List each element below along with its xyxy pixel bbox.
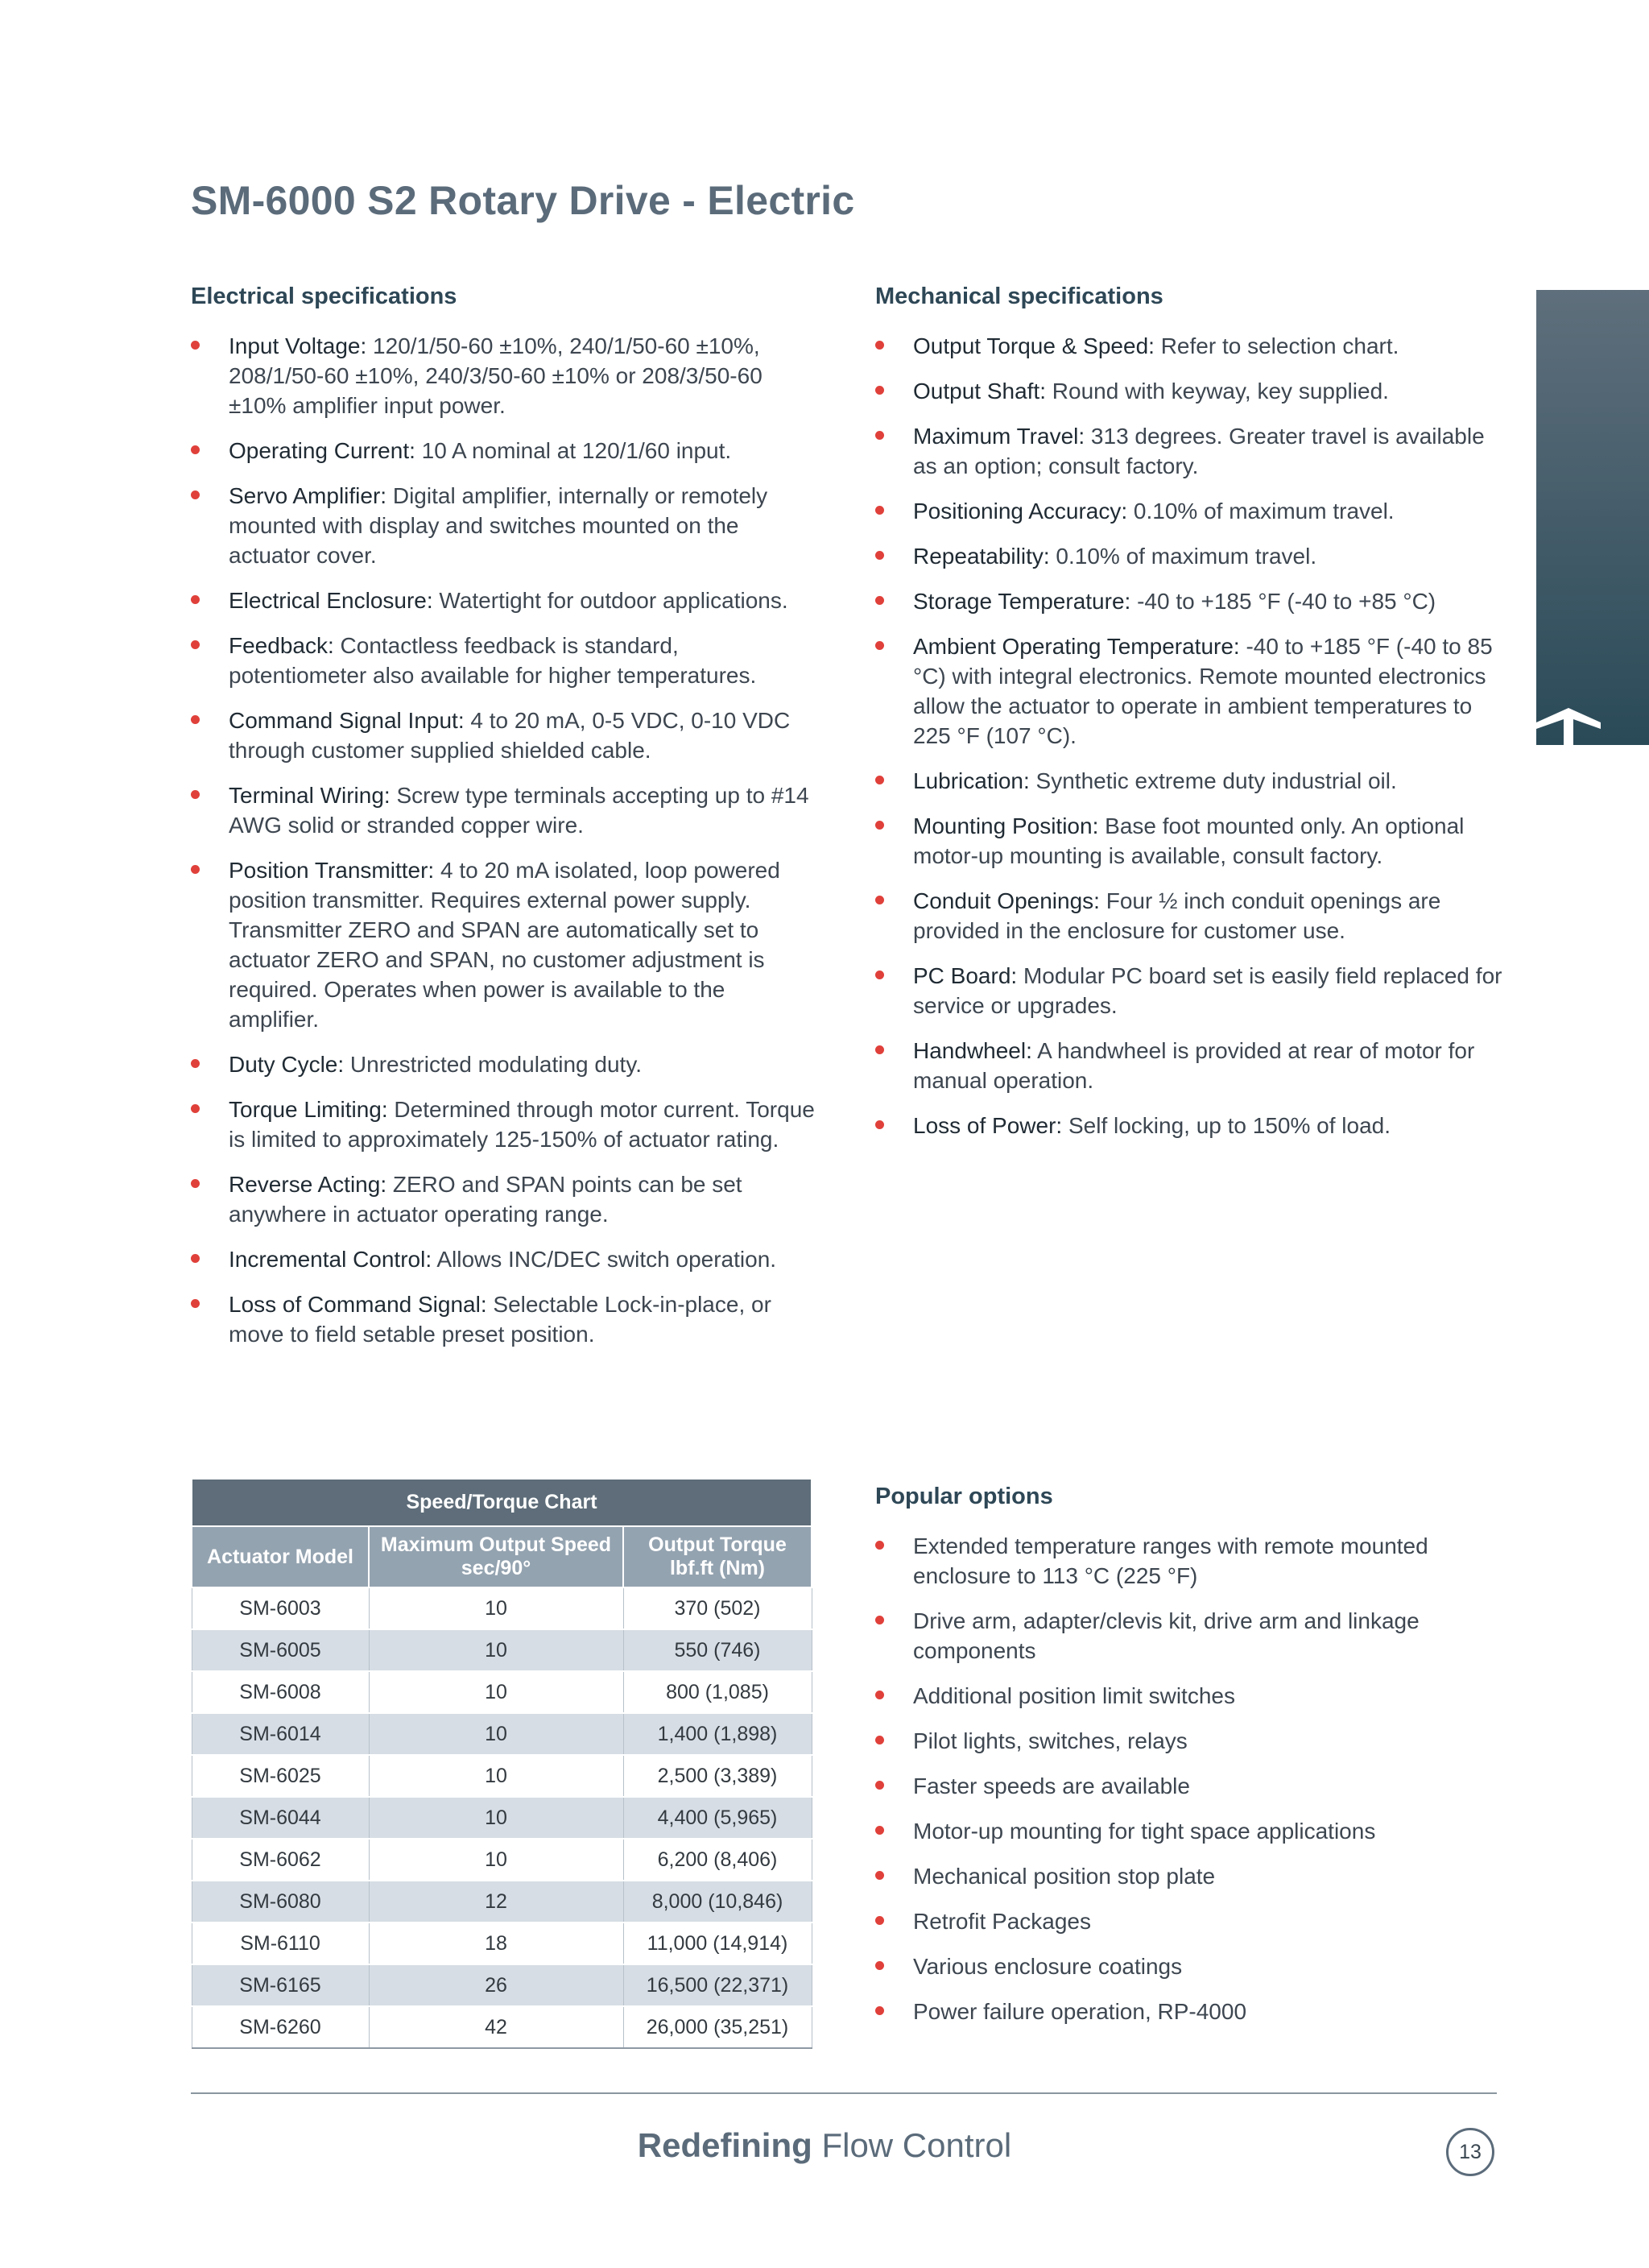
mechanical-spec-text: Round with keyway, key supplied. — [1046, 379, 1389, 404]
mechanical-spec-item — [875, 331, 1511, 361]
cell-model: SM-6025 — [192, 1755, 369, 1797]
electrical-specifications — [191, 284, 819, 1364]
bullet-icon — [875, 641, 884, 650]
bullet-icon — [191, 490, 200, 499]
cell-speed: 10 — [369, 1587, 623, 1629]
bullet-icon — [191, 445, 200, 454]
mechanical-spec-item — [875, 766, 1511, 796]
option-item — [875, 1606, 1511, 1666]
electrical-spec-item — [191, 1169, 819, 1229]
bullet-icon — [875, 506, 884, 515]
cell-model: SM-6080 — [192, 1881, 369, 1922]
page-title: SM-6000 S2 Rotary Drive - Electric — [191, 178, 855, 223]
bullet-icon — [875, 341, 884, 350]
electrical-spec-text: Watertight for outdoor applications. — [432, 588, 788, 613]
bullet-icon — [191, 1179, 200, 1188]
option-item — [875, 1997, 1511, 2026]
electrical-spec-term: Torque Limiting: — [229, 1097, 388, 1122]
electrical-spec-term: Feedback: — [229, 633, 334, 658]
electrical-spec-item — [191, 855, 819, 1034]
bullet-icon — [875, 1961, 884, 1970]
arrow-logo-icon — [1536, 705, 1601, 745]
electrical-spec-term: Servo Amplifier: — [229, 483, 387, 508]
cell-torque: 550 (746) — [623, 1629, 812, 1671]
cell-speed: 42 — [369, 2006, 623, 2048]
mechanical-spec-item — [875, 961, 1511, 1020]
bullet-icon — [875, 596, 884, 605]
bullet-icon — [191, 1254, 200, 1263]
table-row — [192, 1881, 812, 1922]
bullet-icon — [191, 715, 200, 724]
cell-model: SM-6005 — [192, 1629, 369, 1671]
cell-torque: 2,500 (3,389) — [623, 1755, 812, 1797]
electrical-spec-text: ZERO and SPAN points can be set anywhere in actuator operating range. — [229, 1172, 742, 1227]
bullet-icon — [191, 341, 200, 350]
option-text: Faster speeds are available — [913, 1773, 1190, 1798]
bullet-icon — [875, 821, 884, 830]
electrical-spec-term: Operating Current: — [229, 438, 415, 463]
electrical-spec-text: Selectable Lock-in-place, or move to field setable preset position. — [229, 1292, 771, 1347]
section-side-tab — [1536, 290, 1649, 745]
cell-speed: 12 — [369, 1881, 623, 1922]
bullet-icon — [875, 896, 884, 904]
cell-speed: 10 — [369, 1629, 623, 1671]
cell-torque: 1,400 (1,898) — [623, 1713, 812, 1755]
mechanical-spec-term: Positioning Accuracy: — [913, 499, 1128, 524]
cell-model: SM-6165 — [192, 1964, 369, 2006]
cell-speed: 10 — [369, 1713, 623, 1755]
mechanical-spec-term: Output Torque & Speed: — [913, 333, 1155, 358]
electrical-spec-item — [191, 1244, 819, 1274]
cell-speed: 10 — [369, 1671, 623, 1713]
mechanical-spec-text: -40 to +185 °F (-40 to 85 °C) with integral electronics. Remote mounted electronics allow the actuator to operate in ambient temperatures to 225 °F (107 °C). — [913, 634, 1493, 748]
mechanical-spec-term: Storage Temperature: — [913, 589, 1131, 614]
bullet-icon — [875, 386, 884, 395]
mechanical-heading: Mechanical specifications — [875, 284, 1163, 309]
mechanical-spec-text: 0.10% of maximum travel. — [1049, 544, 1317, 569]
option-text: Pilot lights, switches, relays — [913, 1728, 1188, 1753]
electrical-spec-text: 4 to 20 mA, 0-5 VDC, 0-10 VDC through customer supplied shielded cable. — [229, 708, 791, 763]
mechanical-spec-item — [875, 1036, 1511, 1095]
electrical-spec-item — [191, 631, 819, 690]
bullet-icon — [191, 1104, 200, 1113]
bullet-icon — [191, 640, 200, 649]
bullet-icon — [875, 1871, 884, 1880]
mechanical-specifications — [875, 284, 1511, 1156]
table-row — [192, 1964, 812, 2006]
mechanical-spec-term: Lubrication: — [913, 768, 1030, 793]
mechanical-spec-term: Conduit Openings: — [913, 888, 1100, 913]
option-text: Extended temperature ranges with remote mounted enclosure to 113 °C (225 °F) — [913, 1533, 1428, 1588]
cell-speed: 18 — [369, 1922, 623, 1964]
tagline-rest: Flow Control — [812, 2126, 1012, 2164]
electrical-spec-item — [191, 331, 819, 420]
electrical-heading: Electrical specifications — [191, 284, 457, 309]
mechanical-spec-term: Ambient Operating Temperature: — [913, 634, 1240, 659]
tagline-strong: Redefining — [637, 2126, 812, 2164]
table-row — [192, 1755, 812, 1797]
table-caption: Speed/Torque Chart — [192, 1479, 812, 1526]
mechanical-spec-item — [875, 421, 1511, 481]
mechanical-spec-term: Mounting Position: — [913, 813, 1099, 838]
cell-torque: 16,500 (22,371) — [623, 1964, 812, 2006]
electrical-list — [191, 331, 819, 1349]
electrical-spec-item — [191, 586, 819, 615]
cell-torque: 26,000 (35,251) — [623, 2006, 812, 2048]
mechanical-spec-item — [875, 496, 1511, 526]
electrical-spec-term: Electrical Enclosure: — [229, 588, 433, 613]
mechanical-spec-term: Loss of Power: — [913, 1113, 1063, 1138]
mechanical-spec-term: Handwheel: — [913, 1038, 1032, 1063]
bullet-icon — [191, 595, 200, 604]
table-row — [192, 1629, 812, 1671]
electrical-spec-text: Contactless feedback is standard, potentiometer also available for higher temperatures. — [229, 633, 757, 688]
table-row — [192, 2006, 812, 2048]
mechanical-spec-item — [875, 541, 1511, 571]
bullet-icon — [875, 1736, 884, 1744]
option-item — [875, 1681, 1511, 1711]
option-text: Motor-up mounting for tight space applications — [913, 1819, 1376, 1844]
option-item — [875, 1531, 1511, 1591]
mechanical-spec-text: Self locking, up to 150% of load. — [1062, 1113, 1391, 1138]
electrical-spec-term: Loss of Command Signal: — [229, 1292, 487, 1317]
cell-model: SM-6044 — [192, 1797, 369, 1839]
mechanical-list — [875, 331, 1511, 1140]
column-header-model: Actuator Model — [192, 1526, 369, 1587]
electrical-spec-item — [191, 706, 819, 765]
bullet-icon — [875, 431, 884, 440]
bullet-icon — [875, 1781, 884, 1790]
mechanical-spec-text: Refer to selection chart. — [1154, 333, 1399, 358]
option-text: Power failure operation, RP-4000 — [913, 1999, 1247, 2024]
electrical-spec-text: Digital amplifier, internally or remotely mounted with display and switches mounted on the actuator cover. — [229, 483, 768, 568]
electrical-spec-term: Terminal Wiring: — [229, 783, 391, 808]
mechanical-spec-text: 313 degrees. Greater travel is available as an option; consult factory. — [913, 424, 1485, 478]
electrical-spec-item — [191, 436, 819, 466]
table-body — [192, 1587, 812, 2048]
cell-model: SM-6260 — [192, 2006, 369, 2048]
footer-divider — [191, 2092, 1497, 2094]
bullet-icon — [875, 1691, 884, 1699]
cell-torque: 11,000 (14,914) — [623, 1922, 812, 1964]
column-header-speed: Maximum Output Speed sec/90° — [369, 1526, 623, 1587]
table-row — [192, 1922, 812, 1964]
table-row — [192, 1839, 812, 1881]
mechanical-spec-text: Modular PC board set is easily field replaced for service or upgrades. — [913, 963, 1502, 1018]
electrical-spec-item — [191, 1095, 819, 1154]
popular-options — [875, 1484, 1511, 2042]
mechanical-spec-term: Repeatability: — [913, 544, 1050, 569]
electrical-spec-term: Position Transmitter: — [229, 858, 435, 883]
cell-speed: 10 — [369, 1755, 623, 1797]
electrical-spec-term: Command Signal Input: — [229, 708, 465, 733]
cell-speed: 26 — [369, 1964, 623, 2006]
option-text: Various enclosure coatings — [913, 1954, 1183, 1979]
electrical-spec-item — [191, 780, 819, 840]
electrical-spec-text: 120/1/50-60 ±10%, 240/1/50-60 ±10%, 208/1/50-60 ±10%, 240/3/50-60 ±10% or 208/3/50-60 ±10% amplifier input power. — [229, 333, 763, 418]
cell-torque: 370 (502) — [623, 1587, 812, 1629]
bullet-icon — [875, 1045, 884, 1054]
electrical-spec-term: Input Voltage: — [229, 333, 367, 358]
mechanical-spec-text: A handwheel is provided at rear of motor for manual operation. — [913, 1038, 1475, 1093]
bullet-icon — [875, 776, 884, 784]
table-row — [192, 1671, 812, 1713]
electrical-spec-text: Allows INC/DEC switch operation. — [432, 1247, 777, 1272]
electrical-spec-text: 4 to 20 mA isolated, loop powered position transmitter. Requires external power supply. Transmitter ZERO and SPAN are automatically set to actuator ZERO and SPAN, no customer adjustment is required. Operates when power is available to the amplifier. — [229, 858, 780, 1032]
cell-torque: 8,000 (10,846) — [623, 1881, 812, 1922]
mechanical-spec-term: Maximum Travel: — [913, 424, 1085, 449]
speed-torque-table — [191, 1478, 812, 2049]
option-text: Additional position limit switches — [913, 1683, 1235, 1708]
option-text: Mechanical position stop plate — [913, 1864, 1216, 1889]
electrical-spec-text: Screw type terminals accepting up to #14 AWG solid or stranded copper wire. — [229, 783, 809, 838]
mechanical-spec-term: PC Board: — [913, 963, 1018, 988]
cell-torque: 4,400 (5,965) — [623, 1797, 812, 1839]
bullet-icon — [191, 1059, 200, 1068]
option-item — [875, 1951, 1511, 1981]
mechanical-spec-item — [875, 586, 1511, 616]
mechanical-spec-term: Output Shaft: — [913, 379, 1046, 404]
page-number: 13 — [1446, 2128, 1494, 2176]
mechanical-spec-item — [875, 811, 1511, 871]
mechanical-spec-item — [875, 376, 1511, 406]
cell-model: SM-6003 — [192, 1587, 369, 1629]
option-item — [875, 1906, 1511, 1936]
bullet-icon — [875, 1541, 884, 1550]
mechanical-spec-item — [875, 1111, 1511, 1140]
mechanical-spec-text: Base foot mounted only. An optional motor-up mounting is available, consult factory. — [913, 813, 1465, 868]
electrical-spec-text: 10 A nominal at 120/1/60 input. — [415, 438, 732, 463]
table-row — [192, 1587, 812, 1629]
electrical-spec-term: Duty Cycle: — [229, 1052, 345, 1077]
option-item — [875, 1726, 1511, 1756]
column-header-torque: Output Torque lbf.ft (Nm) — [623, 1526, 812, 1587]
table-row — [192, 1797, 812, 1839]
cell-speed: 10 — [369, 1797, 623, 1839]
cell-torque: 800 (1,085) — [623, 1671, 812, 1713]
cell-model: SM-6062 — [192, 1839, 369, 1881]
bullet-icon — [875, 971, 884, 979]
electrical-spec-item — [191, 481, 819, 570]
mechanical-spec-text: 0.10% of maximum travel. — [1127, 499, 1395, 524]
bullet-icon — [875, 551, 884, 560]
bullet-icon — [875, 1120, 884, 1129]
option-text: Drive arm, adapter/clevis kit, drive arm and linkage components — [913, 1608, 1420, 1663]
electrical-spec-item — [191, 1289, 819, 1349]
bullet-icon — [875, 1616, 884, 1624]
footer-tagline — [0, 2126, 1649, 2165]
options-heading: Popular options — [875, 1484, 1053, 1509]
bullet-icon — [191, 1299, 200, 1308]
option-item — [875, 1861, 1511, 1891]
bullet-icon — [875, 1826, 884, 1835]
mechanical-spec-text: Four ½ inch conduit openings are provided in the enclosure for customer use. — [913, 888, 1441, 943]
cell-model: SM-6110 — [192, 1922, 369, 1964]
bullet-icon — [191, 865, 200, 874]
mechanical-spec-item — [875, 886, 1511, 946]
option-text: Retrofit Packages — [913, 1909, 1091, 1934]
electrical-spec-text: Determined through motor current. Torque is limited to approximately 125-150% of actuator rating. — [229, 1097, 815, 1152]
electrical-spec-term: Reverse Acting: — [229, 1172, 387, 1197]
cell-model: SM-6008 — [192, 1671, 369, 1713]
option-item — [875, 1816, 1511, 1846]
bullet-icon — [875, 1916, 884, 1925]
mechanical-spec-text: -40 to +185 °F (-40 to +85 °C) — [1130, 589, 1436, 614]
options-list — [875, 1531, 1511, 2026]
option-item — [875, 1771, 1511, 1801]
electrical-spec-text: Unrestricted modulating duty. — [344, 1052, 643, 1077]
mechanical-spec-text: Synthetic extreme duty industrial oil. — [1029, 768, 1397, 793]
mechanical-spec-item — [875, 631, 1511, 751]
cell-model: SM-6014 — [192, 1713, 369, 1755]
bullet-icon — [875, 2006, 884, 2015]
cell-speed: 10 — [369, 1839, 623, 1881]
cell-torque: 6,200 (8,406) — [623, 1839, 812, 1881]
electrical-spec-item — [191, 1049, 819, 1079]
bullet-icon — [191, 790, 200, 799]
table-row — [192, 1713, 812, 1755]
electrical-spec-term: Incremental Control: — [229, 1247, 432, 1272]
